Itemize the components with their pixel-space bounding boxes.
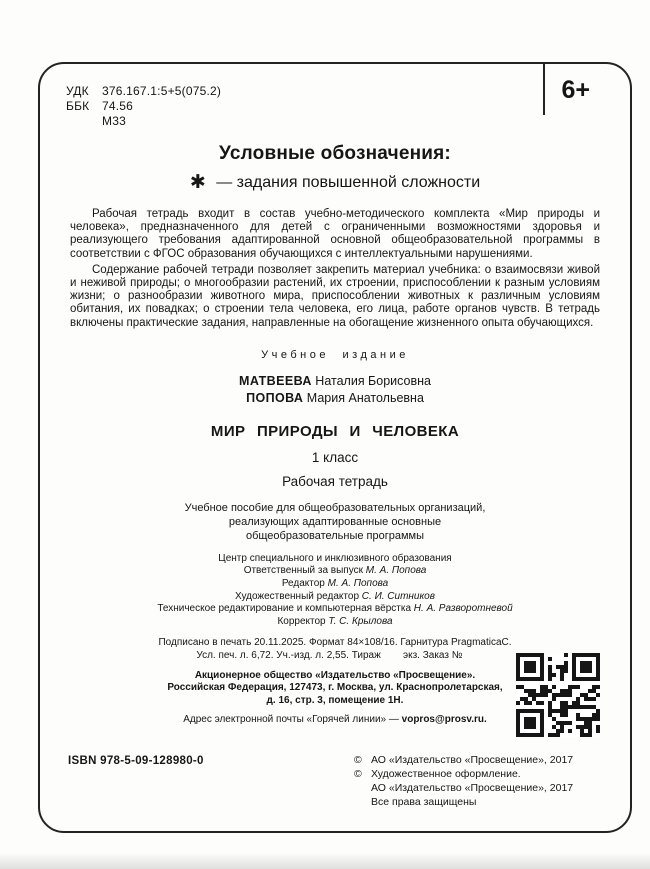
copyright-line: © АО «Издательство «Просвещение», 2017 bbox=[354, 754, 574, 766]
legend-line bbox=[66, 171, 604, 194]
publisher-name: Акционерное общество «Издательство «Просвещение». bbox=[194, 669, 476, 681]
publisher-address: д. 16, стр. 3, помещение 1Н. bbox=[266, 694, 404, 706]
bbk-value: 74.56 bbox=[102, 99, 134, 113]
book-imprint-page bbox=[38, 62, 632, 833]
author-line bbox=[66, 373, 604, 390]
hotline-email-label: Адрес электронной почты «Горячей линии» — bbox=[183, 714, 402, 726]
author-line bbox=[66, 390, 604, 407]
book-title: МИР ПРИРОДЫ И ЧЕЛОВЕКА bbox=[210, 422, 460, 440]
imprint-print-line: Усл. печ. л. 6,72. Уч.-изд. л. 2,55. Тираж экз. Заказ № bbox=[196, 649, 474, 661]
author-sign-line bbox=[66, 114, 221, 129]
page-edge-shadow bbox=[0, 853, 650, 869]
credits-block bbox=[66, 553, 604, 629]
edition-type-label: Учебное издание bbox=[261, 348, 409, 361]
author-surname: МАТВЕЕВА bbox=[239, 373, 312, 388]
edition-block bbox=[66, 333, 604, 727]
hotline-email: vopros@prosv.ru. bbox=[401, 714, 487, 726]
age-rating-badge: 6+ bbox=[543, 64, 592, 115]
header-row bbox=[66, 76, 604, 129]
copyright-icon: © bbox=[354, 768, 362, 780]
annotation-paragraph-2: Содержание рабочей тетради позволяет закрепить материал учебника: о взаимосвязи живой и неживой природы; о многообразии растений, их строении, приспособлении к разным условиям жизни; о разнообразии животного мира, приспособлении животных к различным условиям обитания, их повадках; о строении тела человека, его лица, работе органов чувств. В тетрадь включены практические задания, направленные на обогащение жизненного опыта обучающихся. bbox=[70, 263, 600, 329]
bbk-line bbox=[66, 99, 221, 114]
classification-codes bbox=[66, 84, 221, 129]
credit-line: Редактор М. А. Попова bbox=[281, 578, 389, 590]
credit-line: Корректор Т. С. Крылова bbox=[277, 615, 393, 627]
annotation-paragraph-1: Рабочая тетрадь входит в состав учебно-методического комплекта «Мир природы и человека», предназначенного для детей с ограниченными возможностями здоровья и реализующего требования адаптированной основной общеобразовательной программы в соответствии с ФГОС образования обучающихся с интеллектуальными нарушениями. bbox=[70, 208, 600, 260]
udk-line bbox=[66, 84, 221, 99]
copyright-line: Все права защищены bbox=[371, 796, 477, 808]
author-given-names: Наталия Борисовна bbox=[315, 373, 431, 388]
legend-title: Условные обозначения: bbox=[219, 143, 451, 164]
bbk-label: ББК bbox=[66, 99, 90, 113]
book-kind: Рабочая тетрадь bbox=[282, 473, 388, 489]
credit-line: Художественный редактор С. И. Ситников bbox=[235, 590, 435, 602]
purpose-block bbox=[66, 501, 604, 543]
imprint-print-line: Подписано в печать 20.11.2025. Формат 84×108/16. Гарнитура PragmaticaC. bbox=[158, 637, 512, 649]
credit-line: Техническое редактирование и компьютерная вёрстка Н. А. Разворотневой bbox=[157, 603, 513, 615]
copyright-line: © Художественное оформление. bbox=[354, 768, 521, 780]
footer-row bbox=[66, 753, 604, 815]
legend-text: — задания повышенной сложности bbox=[216, 174, 481, 191]
star-icon: ✱ bbox=[189, 172, 206, 193]
udk-label: УДК bbox=[66, 84, 89, 98]
author-sign: М33 bbox=[102, 114, 126, 128]
purpose-line: реализующих адаптированные основные bbox=[228, 515, 442, 528]
qr-code-icon bbox=[516, 653, 600, 737]
publisher-address: Российская Федерация, 127473, г. Москва, ул. Краснопролетарская, bbox=[167, 682, 503, 694]
copyright-line: АО «Издательство «Просвещение», 2017 bbox=[371, 782, 574, 794]
authors-block bbox=[66, 373, 604, 407]
purpose-line: Учебное пособие для общеобразовательных организаций, bbox=[184, 501, 486, 514]
copyright-block bbox=[354, 753, 602, 809]
credit-line: Ответственный за выпуск М. А. Попова bbox=[243, 565, 427, 577]
isbn: ISBN 978-5-09-128980-0 bbox=[68, 755, 204, 767]
credit-line: Центр специального и инклюзивного образования bbox=[218, 552, 452, 564]
book-grade: 1 класс bbox=[311, 449, 359, 465]
udk-value: 376.167.1:5+5(075.2) bbox=[102, 84, 222, 98]
author-given-names: Мария Анатольевна bbox=[306, 390, 424, 405]
purpose-line: общеобразовательные программы bbox=[245, 529, 425, 542]
author-surname: ПОПОВА bbox=[246, 390, 304, 405]
copyright-icon: © bbox=[354, 754, 362, 766]
